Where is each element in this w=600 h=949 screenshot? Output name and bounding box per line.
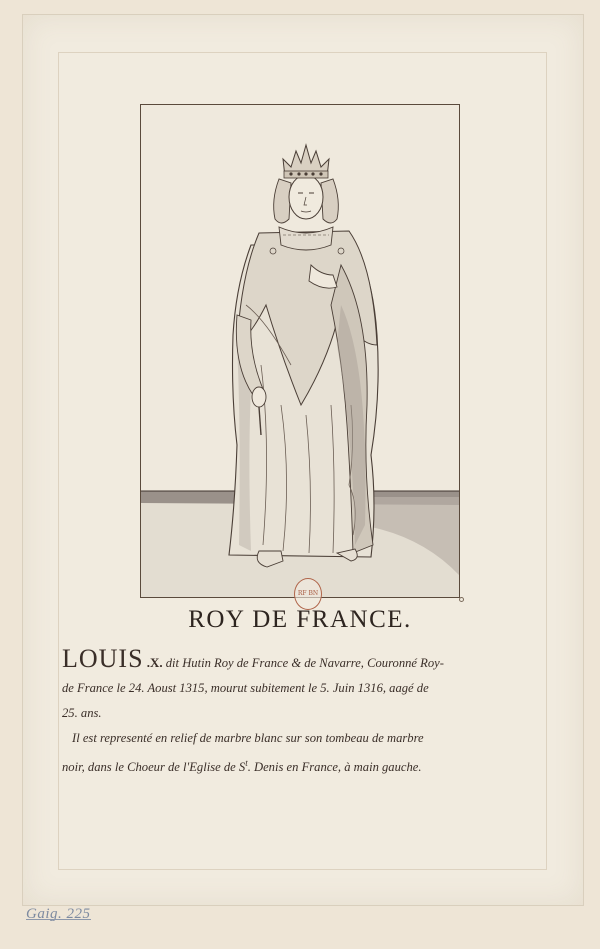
caption-name: LOUIS bbox=[62, 644, 144, 673]
caption-line-5-b: . Denis en France, à main gauche. bbox=[247, 760, 422, 775]
caption-line-1-rest: dit Hutin Roy de France & de Navarre, Couronné Roy- bbox=[162, 656, 444, 670]
library-stamp: RF BN bbox=[294, 578, 322, 610]
caption-line-4: Il est representé en relief de marbre blanc sur son tombeau de marbre bbox=[72, 731, 424, 745]
king-effigy-figure bbox=[141, 105, 459, 597]
illustration-frame bbox=[140, 104, 460, 598]
caption-line-5-a: noir, dans le Choeur de l'Eglise de S bbox=[62, 760, 246, 775]
caption-text bbox=[62, 646, 548, 780]
caption-line-5 bbox=[62, 751, 548, 780]
caption-line-3: 25. ans. bbox=[62, 706, 102, 720]
caption-line-2: de France le 24. Aoust 1315, mourut subitement le 5. Juin 1316, aagé de bbox=[62, 681, 429, 695]
plate-title: ROY DE FRANCE. bbox=[188, 606, 412, 633]
caption-line-5-sup: t bbox=[245, 758, 248, 768]
plate-dot bbox=[459, 597, 464, 602]
caption-line-1 bbox=[62, 646, 548, 676]
shelfmark: Gaig. 225 bbox=[26, 906, 91, 922]
caption-numeral: .X. bbox=[146, 655, 163, 670]
